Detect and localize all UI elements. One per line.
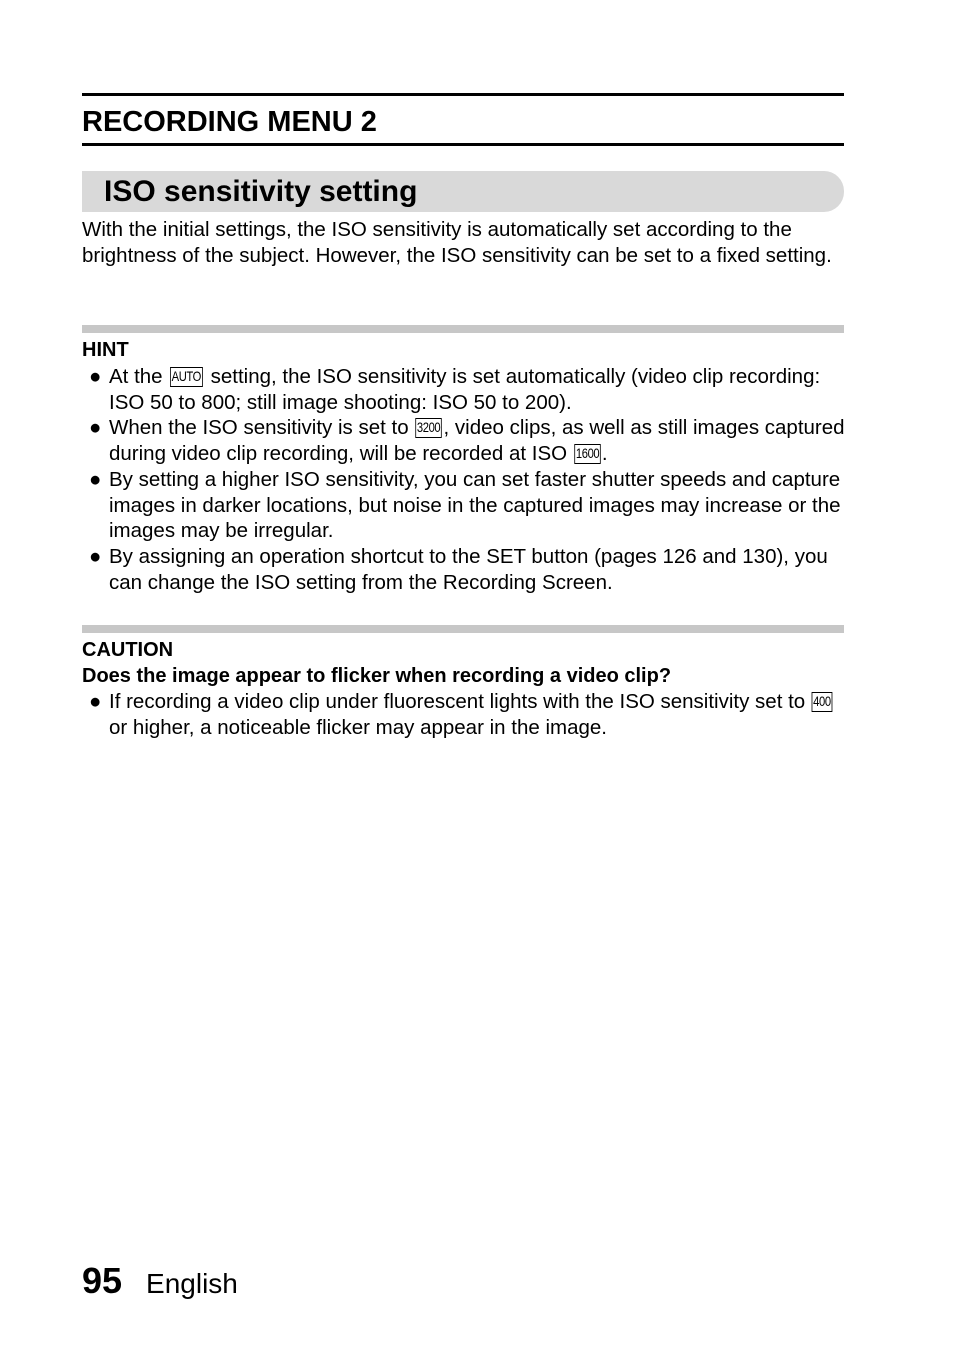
caution-item-text-after: or higher, a noticeable flicker may appear in the image. — [109, 715, 607, 739]
caution-item — [82, 689, 852, 740]
section-title-bar — [82, 171, 844, 212]
bullet-icon: ● — [89, 467, 102, 491]
hint-item-text-before: At the — [109, 365, 169, 388]
bullet-icon: ● — [89, 416, 102, 440]
hint-item-text: By assigning an operation shortcut to the SET button (pages 126 and 130), you can change the ISO setting from the Recording Screen. — [109, 544, 828, 594]
caution-label: CAUTION — [82, 639, 174, 661]
hint-item-text-after: setting, the ISO sensitivity is set automatically (video clip recording: ISO 50 to 800; still image shooting: ISO 50 to 200). — [109, 365, 821, 414]
caution-item-text-before: If recording a video clip under fluorescent lights with the ISO sensitivity set to — [109, 690, 811, 713]
intro-paragraph: With the initial settings, the ISO sensitivity is automatically set according to the brightness of the subject. However, the ISO sensitivity can be set to a fixed setting. — [82, 218, 832, 267]
hint-item — [82, 544, 852, 595]
bullet-icon: ● — [89, 365, 102, 388]
hint-item-text: By setting a higher ISO sensitivity, you can set faster shutter speeds and capture images in darker locations, but noise in the captured images may increase or the images may be irregular. — [109, 467, 841, 543]
page-footer — [82, 1260, 238, 1305]
hint-item-text-middle: , video clips, as well as still images captured during video clip recording, will be recorded at ISO — [109, 416, 845, 466]
hint-divider — [82, 325, 844, 333]
hint-item — [82, 364, 852, 415]
hint-list — [82, 364, 852, 595]
page-number: 95 — [82, 1260, 123, 1301]
iso-1600-icon: 1600 — [574, 444, 601, 464]
caution-divider — [82, 625, 844, 633]
page-title: RECORDING MENU 2 — [82, 106, 377, 138]
caution-question: Does the image appear to flicker when recording a video clip? — [82, 665, 672, 687]
page-language: English — [146, 1268, 238, 1299]
hint-item-text-before: When the ISO sensitivity is set to — [109, 416, 415, 440]
section-title: ISO sensitivity setting — [104, 175, 418, 208]
page-header — [82, 93, 844, 146]
hint-label: HINT — [82, 339, 129, 361]
bullet-icon: ● — [89, 544, 102, 568]
bullet-icon: ● — [89, 690, 102, 713]
iso-400-icon: 400 — [811, 692, 832, 712]
hint-item — [82, 415, 852, 466]
caution-list — [82, 689, 852, 740]
iso-auto-icon: AUTO — [170, 367, 203, 387]
hint-item — [82, 467, 852, 544]
hint-item-text-after: . — [601, 442, 608, 466]
iso-3200-icon: 3200 — [416, 418, 443, 438]
